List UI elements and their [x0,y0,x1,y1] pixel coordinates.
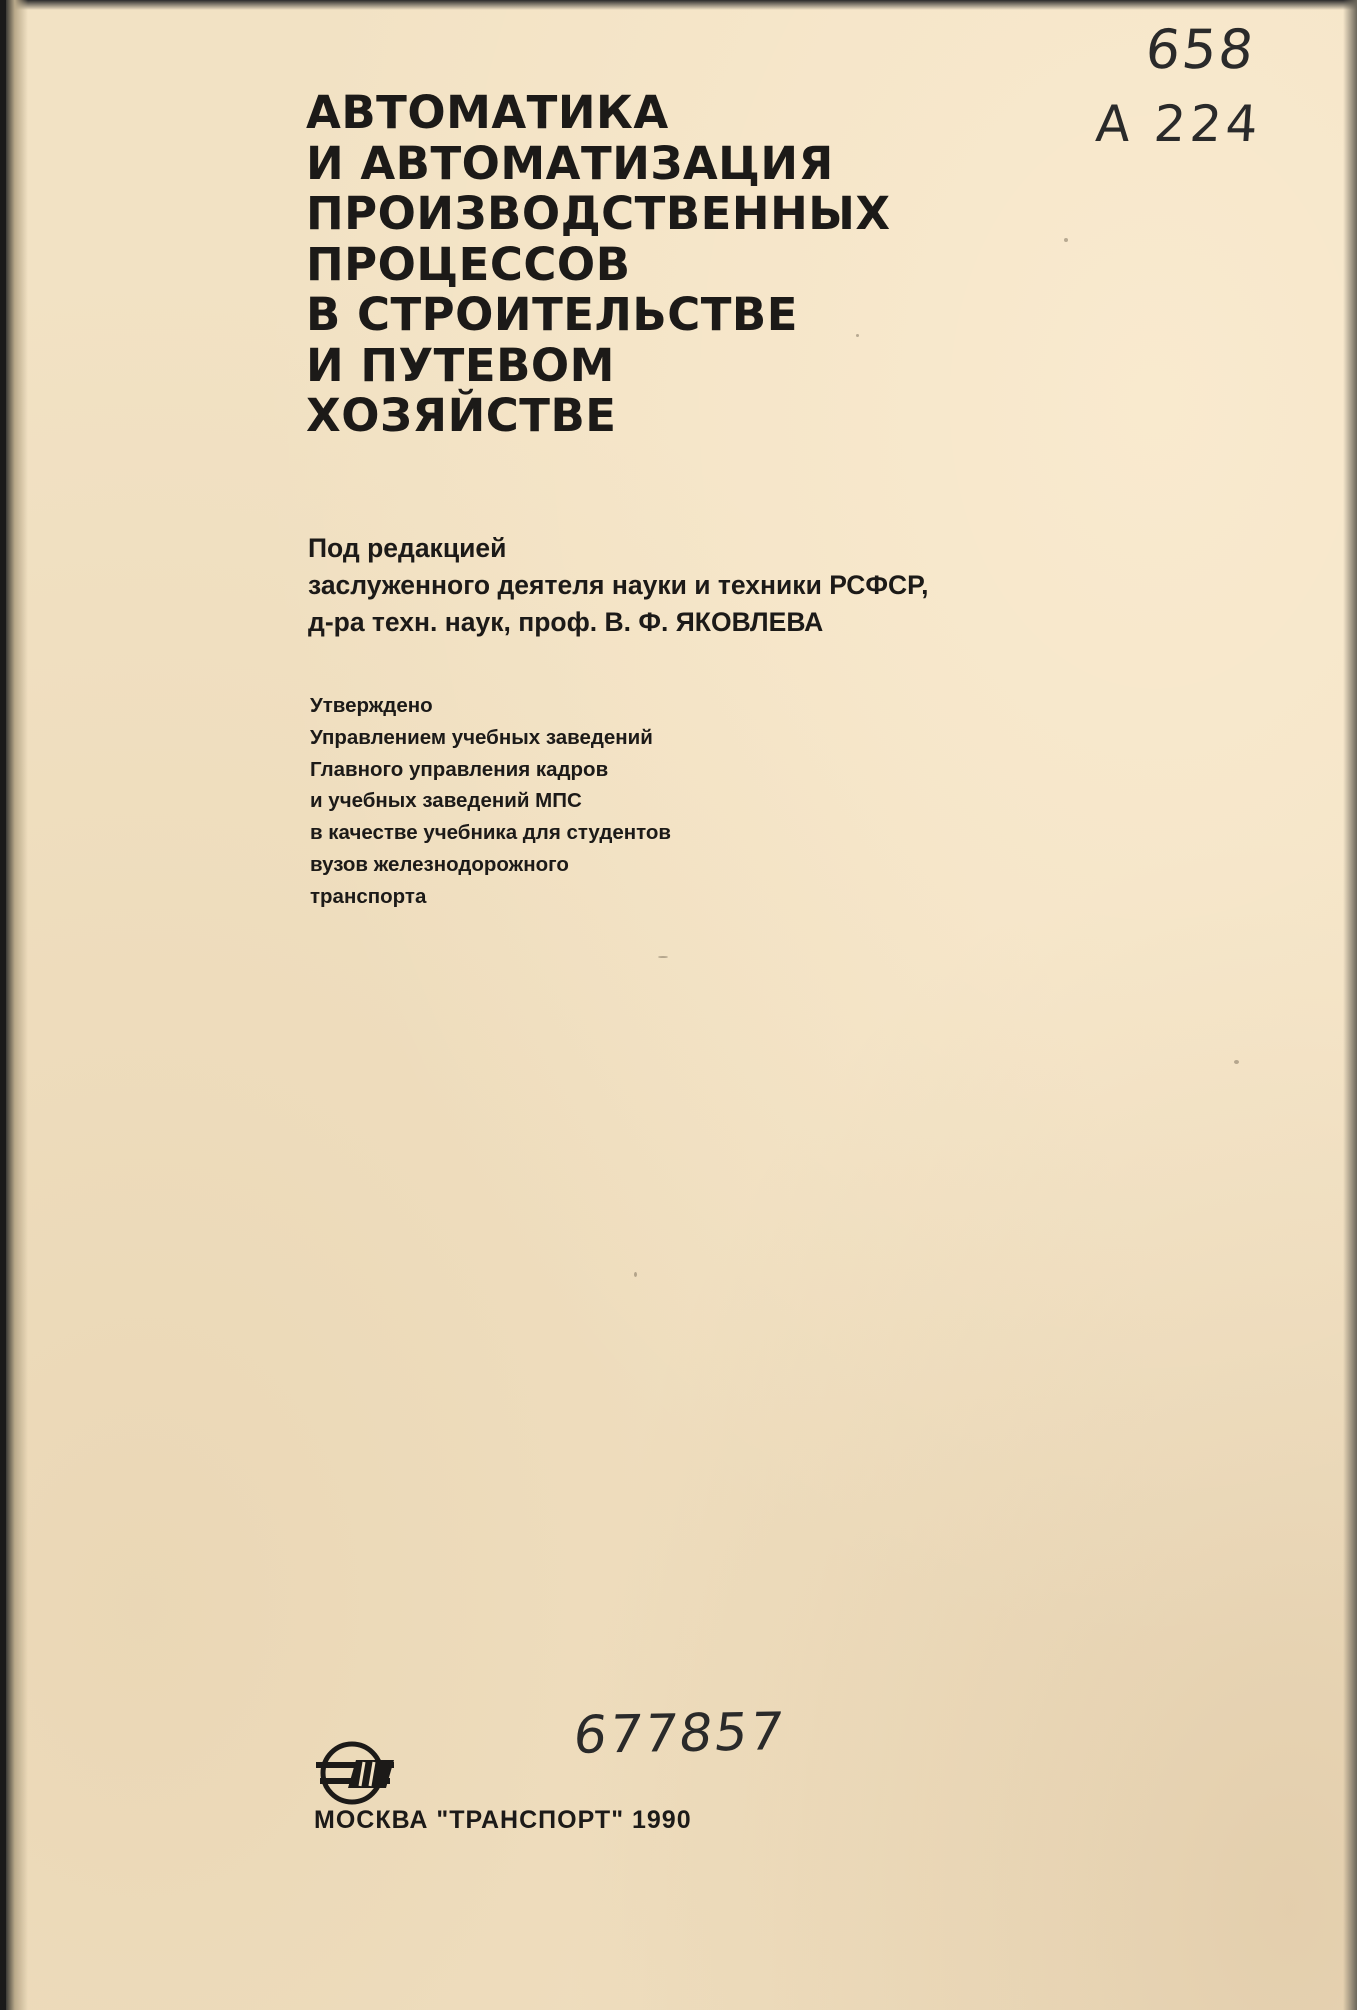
approval-line: транспорта [310,884,427,908]
scan-edge-top [6,0,1357,10]
editor-line: заслуженного деятеля науки и техники РСФСР, [308,570,929,600]
title-page [6,0,1357,2010]
paper-speck [658,956,668,958]
handwritten-inventory-number: 677857 [570,1702,789,1766]
editor-block [308,530,929,641]
title-line: И АВТОМАТИЗАЦИЯ [306,136,834,190]
paper-speck [634,1272,637,1277]
approval-line: Управлением учебных заведений [310,725,653,749]
title-line: ПРОИЗВОДСТВЕННЫХ [306,187,891,240]
paper-speck [856,334,859,337]
approval-line: вузов железнодорожного [310,852,569,876]
approval-line: в качестве учебника для студентов [310,821,672,845]
title-line: АВТОМАТИКА [306,86,669,139]
editor-line: Под редакцией [308,533,507,563]
title-line: ПРОЦЕССОВ [306,237,631,291]
paper-speck [1234,1060,1239,1064]
title-line: ХОЗЯЙСТВЕ [306,389,617,442]
scan-edge-left [6,0,28,2010]
approval-line: Главного управления кадров [310,757,609,781]
handwritten-author-mark: А 224 [1093,95,1264,153]
editor-line: д-ра техн. наук, проф. В. Ф. ЯКОВЛЕВА [308,607,824,637]
approval-line: Утверждено [310,694,433,717]
handwritten-classification: 658 [1142,18,1259,81]
transport-publisher-logo-icon [316,1738,414,1808]
title-line: В СТРОИТЕЛЬСТВЕ [306,288,798,341]
scan-edge-right [1343,0,1357,2010]
book-title [306,88,891,442]
paper-speck [1064,238,1068,242]
approval-line: и учебных заведений МПС [310,789,582,813]
publisher-imprint: МОСКВА "ТРАНСПОРТ" 1990 [314,1806,692,1834]
approval-block [310,690,671,913]
title-line: И ПУТЕВОМ [306,338,615,392]
